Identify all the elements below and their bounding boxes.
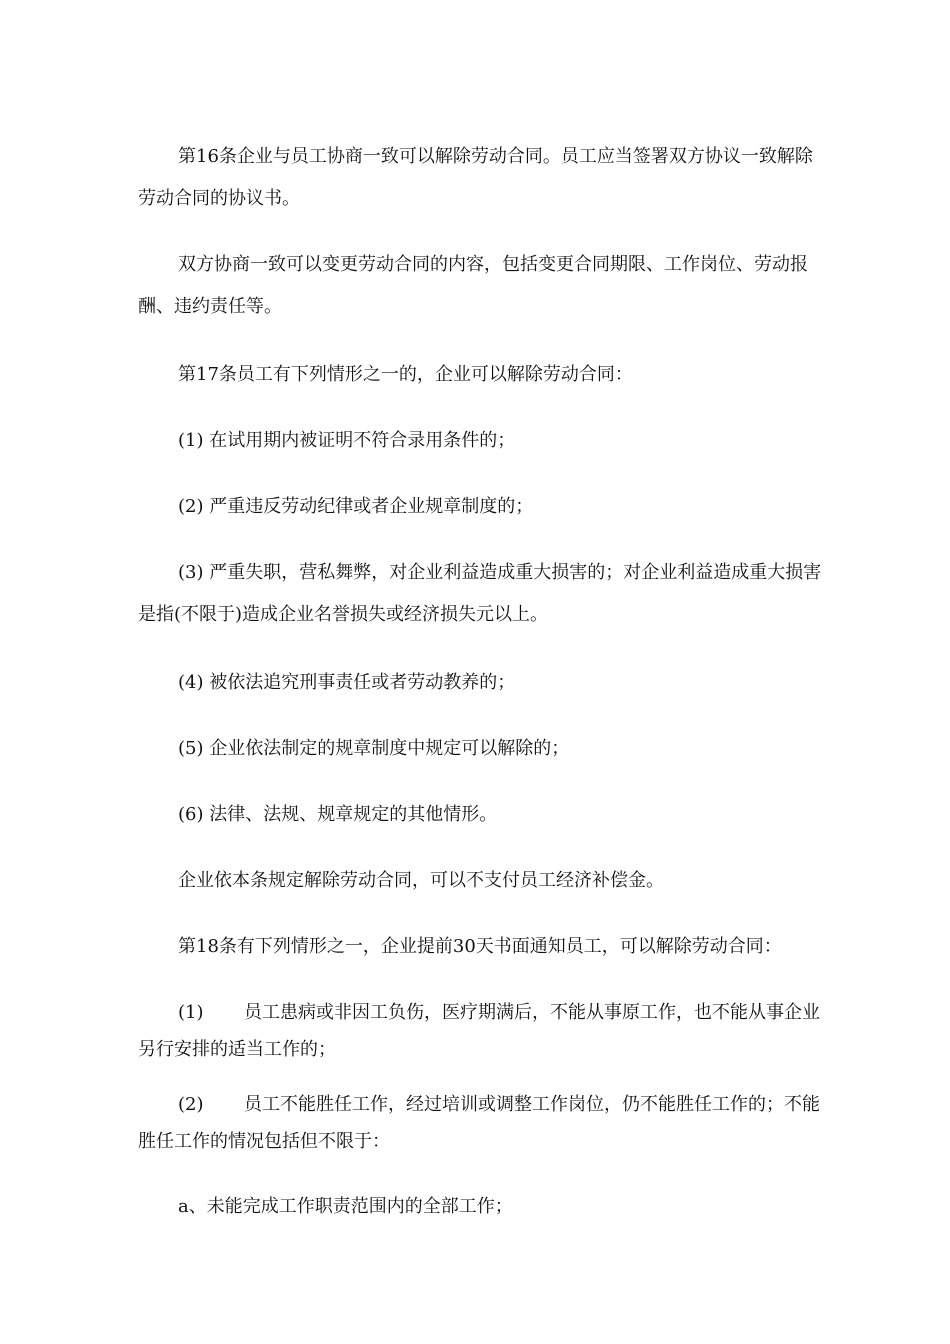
list-item-text: 员工患病或非因工负伤，医疗期满后，不能从事原工作，也不能从事企业另行安排的适当工作的；: [138, 1002, 820, 1060]
list-item-17-5: (5) 企业依法制定的规章制度中规定可以解除的；: [178, 738, 570, 759]
paragraph-contract-change: 双方协商一致可以变更劳动合同的内容，包括变更合同期限、工作岗位、劳动报酬、违约责任等。: [138, 254, 808, 317]
paragraph-article-16: 第16条企业与员工协商一致可以解除劳动合同。员工应当签署双方协议一致解除劳动合同的协议书。: [138, 146, 813, 209]
paragraph-article-17: 第17条员工有下列情形之一的，企业可以解除劳动合同：: [178, 364, 633, 385]
list-item-label: (1): [178, 1002, 204, 1023]
list-item-18-1: [138, 994, 823, 1068]
list-item-text: 员工不能胜任工作，经过培训或调整工作岗位，仍不能胜任工作的；不能胜任工作的情况包括但不限于：: [138, 1094, 820, 1152]
sub-item-a: a、未能完成工作职责范围内的全部工作；: [178, 1196, 513, 1217]
list-item-18-2: [138, 1086, 823, 1160]
paragraph-no-compensation: 企业依本条规定解除劳动合同，可以不支付员工经济补偿金。: [178, 870, 664, 891]
list-item-17-1: (1) 在试用期内被证明不符合录用条件的；: [178, 430, 516, 451]
list-item-17-6: (6) 法律、法规、规章规定的其他情形。: [178, 804, 498, 825]
list-item-label: (2): [178, 1094, 204, 1115]
list-item-17-2: (2) 严重违反劳动纪律或者企业规章制度的；: [178, 496, 534, 517]
list-item-17-3: (3) 严重失职，营私舞弊，对企业利益造成重大损害的；对企业利益造成重大损害是指(不限于)造成企业名誉损失或经济损失元以上。: [138, 562, 822, 625]
paragraph-article-18: 第18条有下列情形之一，企业提前30天书面通知员工，可以解除劳动合同：: [178, 936, 782, 957]
list-item-17-4: (4) 被依法追究刑事责任或者劳动教养的；: [178, 672, 516, 693]
